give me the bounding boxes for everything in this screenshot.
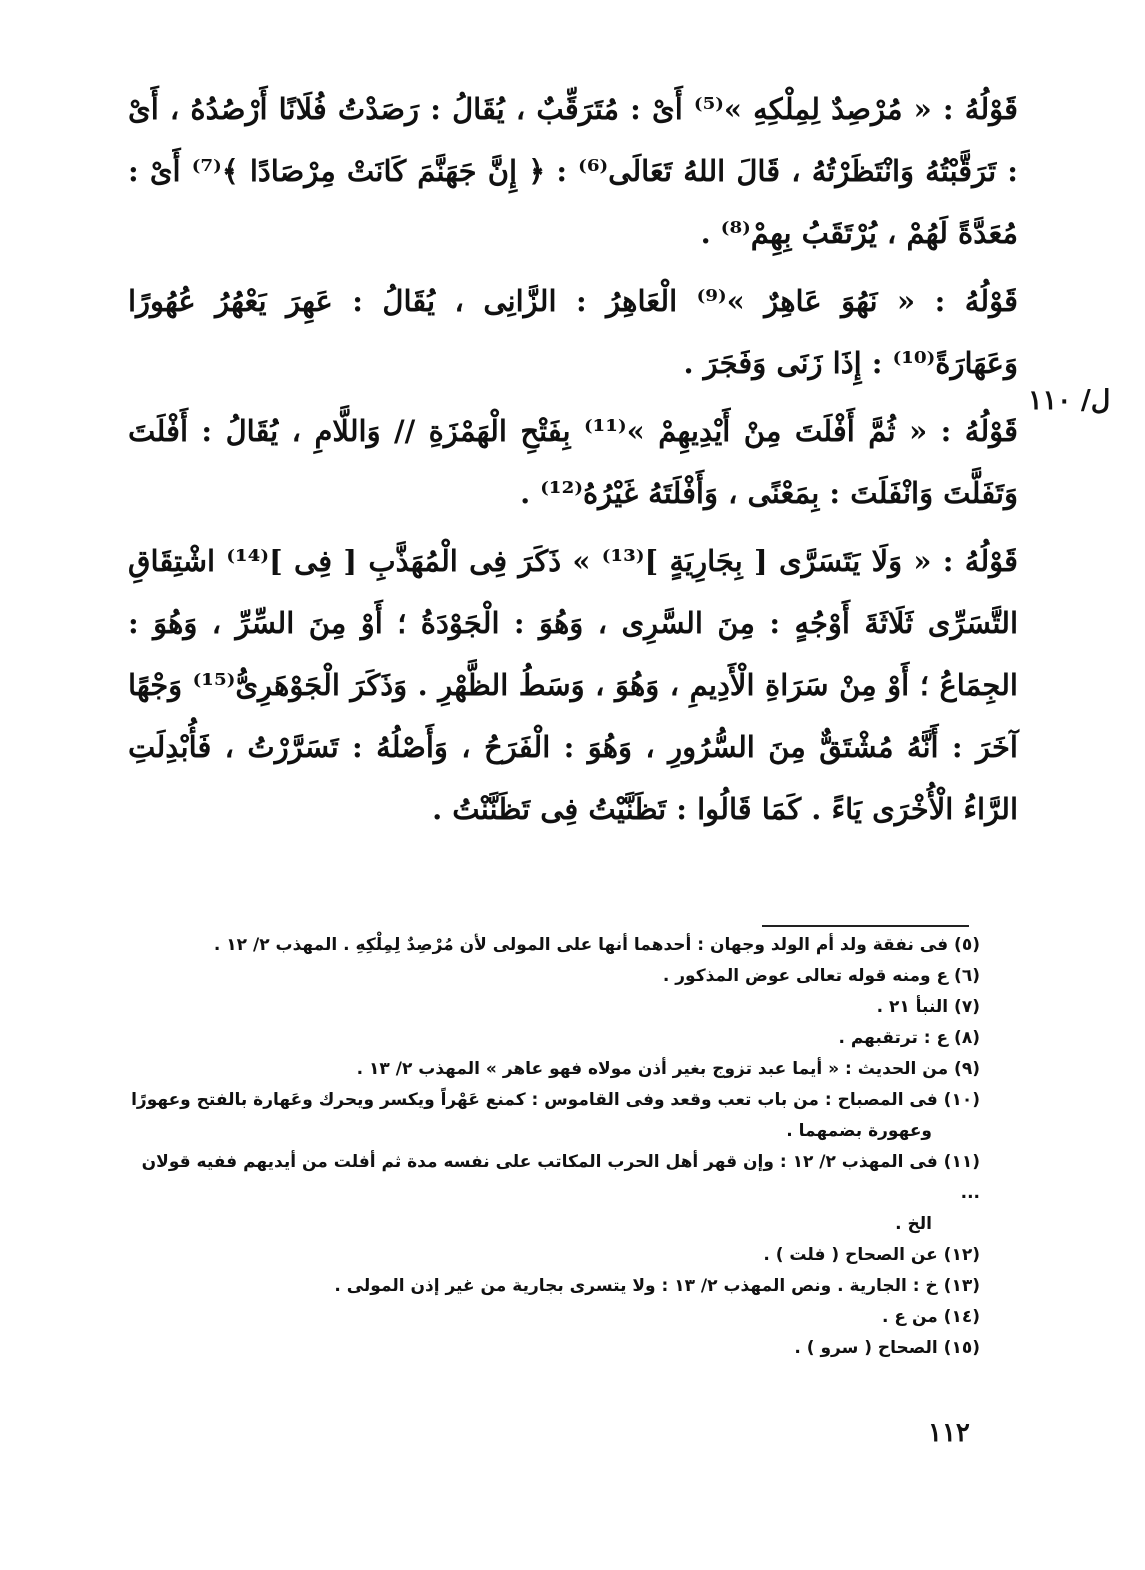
paragraph-aahir: قَوْلُهُ : « نَهُوَ عَاهِرٌ »⁽⁹⁾ الْعَاهِرُ : الزَّانِى ، يُقَالُ : عَهِرَ يَعْهُرُ عُهُورًا وَعَهَارَةً⁽¹⁰⁾ : إِذَا زَنَى وَفَجَرَ . xyxy=(128,284,1018,380)
paragraph-aflata: قَوْلُهُ : « ثُمَّ أَفْلَتَ مِنْ أَيْدِيهِمْ »⁽¹¹⁾ بِفَتْحِ الْهَمْزَةِ // وَاللَّامِ ، يُقَالُ : أَفْلَتَ وَتَفَلَّتَ وَانْفَلَتَ : بِمَعْنًى ، وَأَفْلَتَهُ غَيْرُهُ⁽¹²⁾ . xyxy=(128,414,1019,510)
footnote-9: (٩) من الحديث : « أيما عبد تزوج بغير أذن مولاه فهو عاهر » المهذب ٢/ ١٣ . xyxy=(356,1059,980,1079)
footnote-8: (٨) ع : ترتقبهم . xyxy=(838,1028,980,1048)
footnote-11-continuation: الخ . xyxy=(895,1214,932,1234)
footnote-15: (١٥) الصحاح ( سرو ) . xyxy=(794,1338,980,1358)
footnote-5: (٥) فى نفقة ولد أم الولد وجهان : أحدهما أنها على المولى لأن مُرْصِدٌ لِمِلْكِهِ . المهذب ٢/ ١٢ . xyxy=(213,935,980,955)
manuscript-folio-marker: ل/ ١١٠ xyxy=(1028,385,1111,416)
main-text-block xyxy=(128,78,1018,846)
footnote-12: (١٢) عن الصحاح ( فلت ) . xyxy=(763,1245,980,1265)
footnote-11: (١١) فى المهذب ٢/ ١٢ : وإن قهر أهل الحرب المكاتب على نفسه مدة ثم أفلت من أيديهم ففيه قولان ... xyxy=(141,1152,980,1203)
footnote-7: (٧) النبأ ٢١ . xyxy=(876,997,980,1017)
footnote-6: (٦) ع ومنه قوله تعالى عوض المذكور . xyxy=(662,966,980,986)
footnotes-section xyxy=(130,930,980,1364)
paragraph-tasarri: قَوْلُهُ : « وَلَا يَتَسَرَّى [ بِجَارِيَةٍ ]⁽¹³⁾ » ذَكَرَ فِى الْمُهَذَّبِ [ فِى ]⁽¹⁴⁾ اشْتِقَاقِ التَّسَرِّى ثَلَاثَةَ أَوْجُهٍ : مِنَ السَّرِى ، وَهُوَ : الْجَوْدَةُ ؛ أَوْ مِنَ السِّرِّ ، وَهُوَ : الجِمَاعُ ؛ أَوْ مِنْ سَرَاةِ الْأَدِيمِ ، وَهُوَ ، وَسَطُ الظَّهْرِ . وَذَكَرَ الْجَوْهَرِىُّ⁽¹⁵⁾ وَجْهًا آخَرَ : أَنَّهُ مُشْتَقٌّ مِنَ السُّرُورِ ، وَهُوَ : الْفَرَحُ ، وَأَصْلُهُ : تَسَرَّرْتُ ، فَأُبْدِلَتِ الرَّاءُ الْأُخْرَى يَاءً . كَمَا قَالُوا : تَظَنَّيْتُ فِى تَظَنَّنْتُ . xyxy=(128,544,1018,826)
paragraph-marsad: قَوْلُهُ : « مُرْصِدٌ لِمِلْكِهِ »⁽⁵⁾ أَىْ : مُتَرَقِّبٌ ، يُقَالُ : رَصَدْتُ فُلَانًا أَرْصُدُهُ ، أَىْ : تَرَقَّبْتُهُ وَانْتَظَرْتُهُ ، قَالَ اللهُ تَعَالَى⁽⁶⁾ : ﴿ إِنَّ جَهَنَّمَ كَانَتْ مِرْصَادًا ﴾⁽⁷⁾ أَىْ : مُعَدَّةً لَهُمْ ، يُرْتَقَبُ بِهِمْ⁽⁸⁾ . xyxy=(128,92,1018,250)
footnote-13: (١٣) خ : الجارية . ونص المهذب ٢/ ١٣ : ولا يتسرى بجارية من غير إذن المولى . xyxy=(334,1276,980,1296)
footnote-14: (١٤) من ع . xyxy=(882,1307,980,1327)
footnote-divider xyxy=(762,925,969,927)
footnote-10: (١٠) فى المصباح : من باب تعب وقعد وفى القاموس : كمنع عَهْراً ويكسر ويحرك وعَهارة بالفتح وعهورًا xyxy=(131,1090,980,1110)
footnote-10-continuation: وعهورة بضمهما . xyxy=(786,1121,932,1141)
page-number: ١١٢ xyxy=(928,1418,970,1448)
